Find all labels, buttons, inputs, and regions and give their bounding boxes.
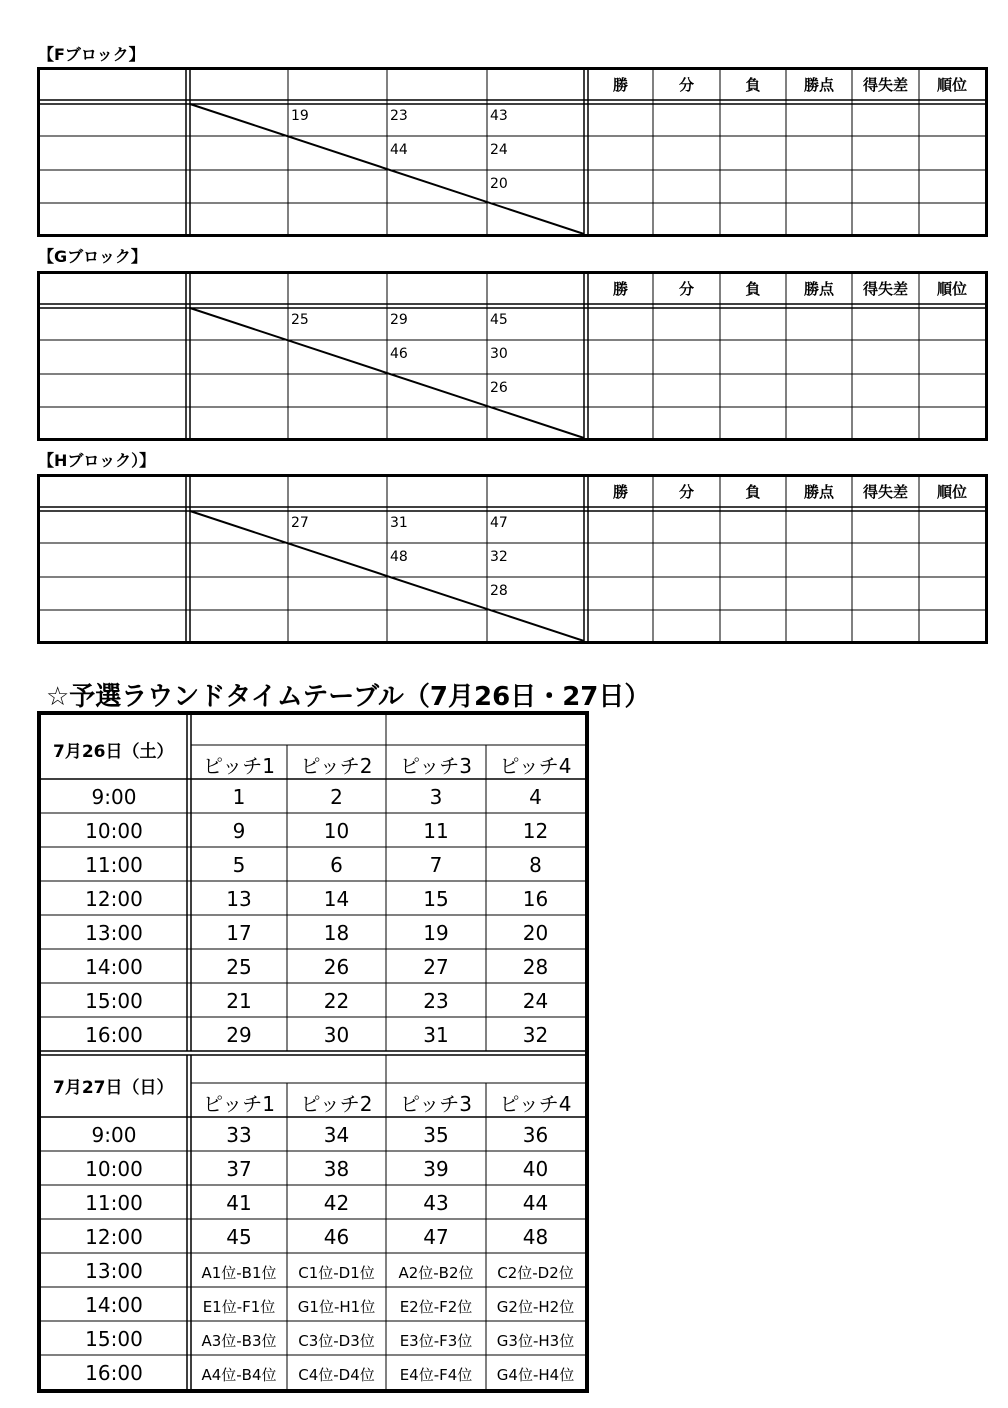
match-cell: 20 [522,921,549,945]
pitch-header: ピッチ1 [203,754,275,778]
standings-header: 分 [678,76,694,94]
match-cell: 42 [323,1191,350,1215]
standings-header: 得失差 [862,483,908,501]
time-cell: 15:00 [85,1327,143,1351]
block-h-title: 【Hブロック）】 [38,451,156,470]
standings-header: 負 [745,76,761,94]
time-cell: 10:00 [85,1157,143,1181]
match-cell: 5 [232,853,246,877]
time-cell: 15:00 [85,989,143,1013]
time-cell: 12:00 [85,887,143,911]
match-cell: 6 [330,853,343,877]
time-cell: 10:00 [85,819,143,843]
pitch-header: ピッチ3 [400,754,472,778]
match-number: 23 [390,108,408,124]
match-cell: 21 [226,989,252,1013]
block-f-title: 【Fブロック】 [38,45,145,64]
match-number: 31 [390,515,408,531]
block-g-table [37,271,988,441]
match-cell: 45 [226,1225,252,1249]
timetable [37,711,589,1393]
match-cell: 41 [226,1191,252,1215]
match-number: 28 [490,583,508,599]
timetable-title: ☆予選ラウンドタイムテーブル（7月26日・27日） [46,682,651,712]
match-cell: 44 [522,1191,549,1215]
match-cell: G3位-H3位 [496,1332,575,1350]
match-cell: 36 [522,1123,549,1147]
match-cell: 16 [522,887,549,911]
match-number: 26 [490,380,508,396]
match-cell: 46 [323,1225,350,1249]
standings-header: 負 [745,280,761,298]
match-cell: 2 [330,785,343,809]
match-cell: 1 [232,785,246,809]
time-cell: 9:00 [91,785,137,809]
match-cell: 23 [423,989,449,1013]
match-cell: E4位-F4位 [399,1366,473,1384]
match-cell: G2位-H2位 [496,1298,575,1316]
match-cell: E1位-F1位 [202,1298,276,1316]
block-f-table [37,67,988,237]
match-cell: 19 [423,921,449,945]
match-cell: 11 [423,819,449,843]
match-cell: 33 [226,1123,252,1147]
match-cell: 35 [423,1123,449,1147]
standings-header: 分 [678,280,694,298]
block-h-table [37,474,988,644]
time-cell: 13:00 [85,1259,143,1283]
standings-header: 勝 [612,280,628,298]
day-date-label: 7月27日（日） [53,1078,174,1098]
match-cell: 7 [429,853,443,877]
time-cell: 11:00 [85,1191,143,1215]
match-number: 45 [490,312,508,328]
match-cell: 14 [323,887,350,911]
match-cell: C2位-D2位 [497,1264,574,1282]
standings-header: 勝点 [803,280,834,298]
match-number: 44 [390,142,408,158]
standings-header: 勝点 [803,76,834,94]
standings-header: 順位 [936,280,967,298]
match-cell: C4位-D4位 [298,1366,375,1384]
match-cell: 12 [522,819,549,843]
day-date-label: 7月26日（土） [53,742,174,762]
standings-header: 得失差 [862,280,908,298]
pitch-header: ピッチ1 [203,1092,275,1116]
match-cell: 8 [529,853,542,877]
match-number: 24 [490,142,508,158]
standings-header: 順位 [936,76,967,94]
match-cell: 22 [323,989,350,1013]
timetable-grid [41,715,585,1389]
match-cell: C3位-D3位 [298,1332,375,1350]
match-cell: A3位-B3位 [201,1332,277,1350]
match-cell: 18 [323,921,350,945]
time-cell: 12:00 [85,1225,143,1249]
time-cell: 16:00 [85,1023,143,1047]
match-cell: 40 [522,1157,549,1181]
match-cell: 26 [323,955,350,979]
match-cell: 3 [429,785,443,809]
standings-header: 勝 [612,76,628,94]
match-cell: E3位-F3位 [399,1332,473,1350]
match-cell: 27 [423,955,449,979]
time-cell: 14:00 [85,1293,143,1317]
match-cell: C1位-D1位 [298,1264,375,1282]
match-number: 32 [490,549,508,565]
match-cell: 28 [522,955,549,979]
match-cell: 47 [423,1225,449,1249]
time-cell: 11:00 [85,853,143,877]
match-cell: A4位-B4位 [201,1366,277,1384]
match-cell: 15 [423,887,449,911]
match-cell: 17 [226,921,252,945]
time-cell: 14:00 [85,955,143,979]
time-cell: 13:00 [85,921,143,945]
match-cell: 32 [522,1023,549,1047]
match-number: 29 [390,312,408,328]
match-number: 43 [490,108,508,124]
match-cell: E2位-F2位 [399,1298,473,1316]
time-cell: 16:00 [85,1361,143,1385]
standings-header: 得失差 [862,76,908,94]
match-number: 27 [291,515,309,531]
match-cell: 29 [226,1023,252,1047]
standings-header: 勝 [612,483,628,501]
match-number: 25 [291,312,309,328]
pitch-header: ピッチ2 [300,1092,373,1116]
match-number: 19 [291,108,309,124]
standings-header: 順位 [936,483,967,501]
match-cell: 4 [529,785,542,809]
match-number: 20 [490,176,508,192]
pitch-header: ピッチ4 [499,754,572,778]
match-cell: 13 [226,887,252,911]
time-cell: 9:00 [91,1123,137,1147]
match-cell: 37 [226,1157,252,1181]
match-cell: 38 [323,1157,350,1181]
match-cell: G4位-H4位 [496,1366,575,1384]
match-cell: G1位-H1位 [297,1298,376,1316]
standings-header: 勝点 [803,483,834,501]
block-g-title: 【Gブロック】 [38,247,147,266]
pitch-header: ピッチ3 [400,1092,472,1116]
match-cell: 25 [226,955,252,979]
match-cell: 39 [423,1157,449,1181]
match-cell: 24 [522,989,549,1013]
match-cell: 34 [323,1123,350,1147]
standings-header: 負 [745,483,761,501]
match-cell: A2位-B2位 [398,1264,474,1282]
match-cell: 9 [232,819,246,843]
match-cell: 31 [423,1023,449,1047]
pitch-header: ピッチ2 [300,754,373,778]
pitch-header: ピッチ4 [499,1092,572,1116]
match-cell: 30 [323,1023,350,1047]
match-cell: A1位-B1位 [201,1264,277,1282]
match-number: 30 [490,346,508,362]
match-cell: 43 [423,1191,449,1215]
match-number: 47 [490,515,508,531]
match-cell: 48 [522,1225,549,1249]
match-number: 48 [390,549,408,565]
standings-header: 分 [678,483,694,501]
match-number: 46 [390,346,408,362]
match-cell: 10 [323,819,350,843]
